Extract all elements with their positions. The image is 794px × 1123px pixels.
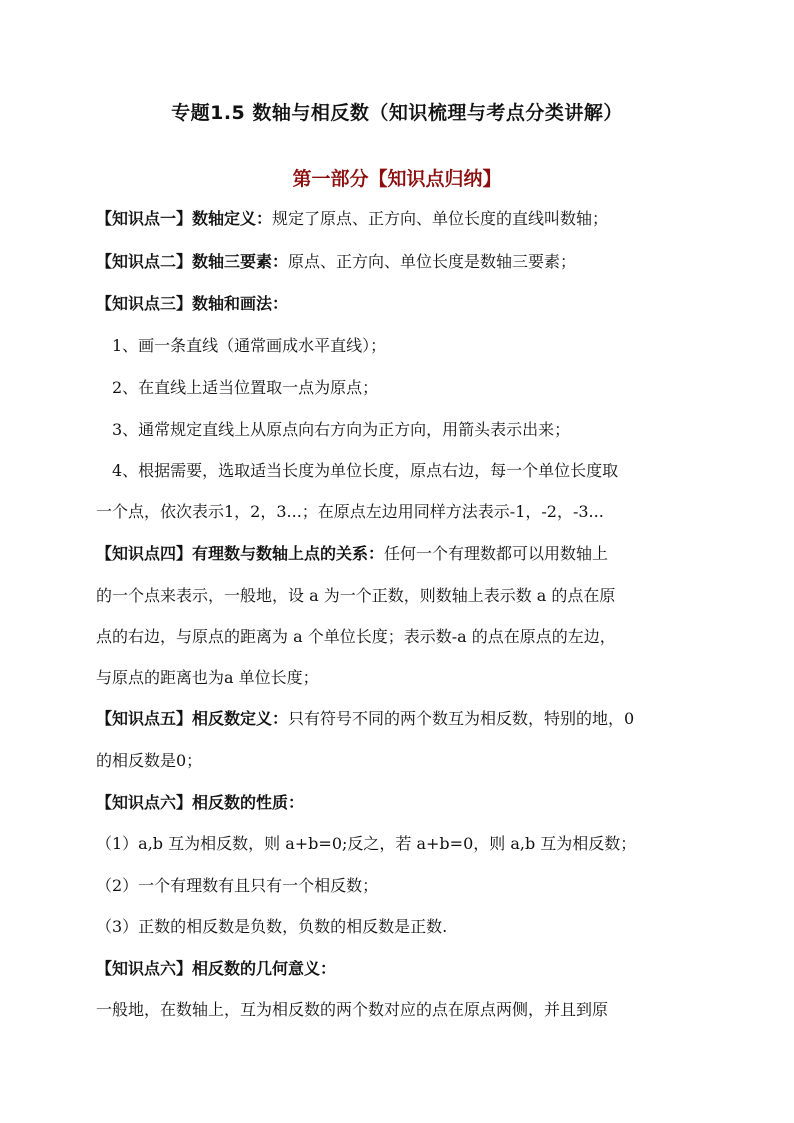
knowledge-point-3 xyxy=(96,292,706,316)
document-title: 专题1.5 数轴与相反数（知识梳理与考点分类讲解） xyxy=(171,102,623,124)
kp4-text-3: 点的右边，与原点的距离为 a 个单位长度；表示数-a 的点在原点的左边， xyxy=(96,627,616,646)
kp5-text-1: 只有符号不同的两个数互为相反数，特别的地，0 xyxy=(288,709,635,728)
knowledge-point-1 xyxy=(96,207,706,231)
kp6-property-3: （3）正数的相反数是负数，负数的相反数是正数. xyxy=(96,917,448,936)
knowledge-point-5 xyxy=(96,707,706,731)
kp4-tag: 【知识点四】 xyxy=(96,544,193,563)
kp2-tag: 【知识点二】 xyxy=(96,252,193,271)
kp3-step-4: 4、根据需要，选取适当长度为单位长度，原点右边，每一个单位长度取 xyxy=(112,461,619,480)
kp6-tag: 【知识点六】 xyxy=(96,793,193,812)
kp6-property-1: （1）a,b 互为相反数，则 a+b=0;反之，若 a+b=0，则 a,b 互为相反数； xyxy=(96,834,637,853)
kp6-property-2: （2）一个有理数有且只有一个相反数； xyxy=(96,876,379,895)
knowledge-point-2 xyxy=(96,250,706,274)
knowledge-point-7 xyxy=(96,957,706,981)
kp4-heading: 有理数与数轴上点的关系： xyxy=(192,544,385,563)
kp4-text-4: 与原点的距离也为a 单位长度； xyxy=(96,668,319,687)
kp4-text-2: 的一个点来表示，一般地，设 a 为一个正数，则数轴上表示数 a 的点在原 xyxy=(96,586,616,605)
kp1-text: 规定了原点、正方向、单位长度的直线叫数轴； xyxy=(272,209,609,228)
kp5-tag: 【知识点五】 xyxy=(96,709,193,728)
kp5-heading: 相反数定义： xyxy=(192,709,289,728)
kp3-step-4-cont: 一个点，依次表示1，2，3...；在原点左边用同样方法表示-1，-2，-3... xyxy=(96,502,604,521)
kp1-heading: 数轴定义： xyxy=(192,209,273,228)
kp3-heading: 数轴和画法： xyxy=(192,294,289,313)
kp5-text-2: 的相反数是0； xyxy=(96,751,203,770)
kp6-heading: 相反数的性质： xyxy=(192,793,305,812)
kp3-step-3: 3、通常规定直线上从原点向右方向为正方向，用箭头表示出来； xyxy=(112,420,571,439)
kp4-text-1: 任何一个有理数都可以用数轴上 xyxy=(384,544,609,563)
kp3-step-2: 2、在直线上适当位置取一点为原点； xyxy=(112,378,379,397)
knowledge-point-4 xyxy=(96,542,706,566)
kp2-heading: 数轴三要素： xyxy=(192,252,289,271)
kp1-tag: 【知识点一】 xyxy=(96,209,193,228)
kp3-tag: 【知识点三】 xyxy=(96,294,193,313)
kp7-tag: 【知识点六】 xyxy=(96,959,193,978)
kp3-step-1: 1、画一条直线（通常画成水平直线）； xyxy=(112,336,387,355)
section-heading: 第一部分【知识点归纳】 xyxy=(292,168,502,190)
knowledge-point-6 xyxy=(96,791,706,815)
kp7-text-1: 一般地，在数轴上，互为相反数的两个数对应的点在原点两侧，并且到原 xyxy=(96,1000,609,1019)
kp7-heading: 相反数的几何意义： xyxy=(192,959,337,978)
kp2-text: 原点、正方向、单位长度是数轴三要素； xyxy=(288,252,577,271)
